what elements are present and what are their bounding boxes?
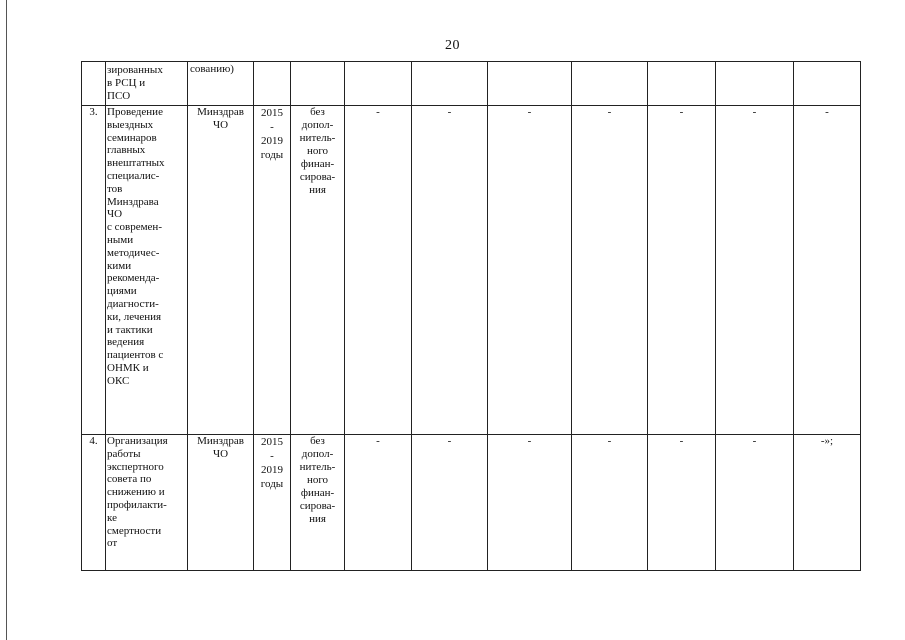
cell-num	[82, 62, 106, 106]
period-text: 2015 - 2019 годы	[260, 107, 284, 161]
page-number: 20	[445, 38, 460, 53]
value-cell: -	[412, 435, 488, 571]
table-row	[82, 435, 861, 571]
cell-value	[412, 62, 488, 106]
value-cell: -	[716, 435, 794, 571]
row-number: 4.	[82, 435, 106, 571]
value-cell: -	[572, 106, 648, 435]
value-cell: -	[794, 106, 861, 435]
executor-text: Минздрав ЧО	[197, 435, 244, 460]
value-cell: -»;	[794, 435, 861, 571]
period-text: 2015 - 2019 годы	[260, 436, 284, 490]
activity-name-text: Организация работы экспертного совета по снижению и профилакти- ке смертности от	[107, 435, 168, 550]
cell-value	[794, 62, 861, 106]
cell-value	[716, 62, 794, 106]
funding-text: без допол- нитель- ного финан- сирова- ния	[299, 106, 336, 196]
cell-value	[648, 62, 716, 106]
value-cell: -	[572, 435, 648, 571]
cell-value	[345, 62, 412, 106]
cell-period	[254, 62, 291, 106]
activity-name	[106, 106, 188, 435]
name-fragment: зированных в РСЦ и ПСО	[107, 64, 163, 102]
value-cell: -	[412, 106, 488, 435]
cell-name	[106, 62, 188, 106]
executor	[188, 435, 254, 571]
period	[254, 435, 291, 571]
value-cell: -	[716, 106, 794, 435]
row-number: 3.	[82, 106, 106, 435]
value-cell: -	[488, 435, 572, 571]
period	[254, 106, 291, 435]
executor-text: Минздрав ЧО	[197, 106, 244, 131]
value-cell: -	[345, 106, 412, 435]
table-row-continued	[82, 62, 861, 106]
table-row	[82, 106, 861, 435]
funding	[291, 435, 345, 571]
value-cell: -	[648, 435, 716, 571]
page-margin-rule	[6, 0, 7, 640]
activities-table	[81, 61, 861, 571]
executor-fragment: сованию)	[190, 63, 234, 75]
funding	[291, 106, 345, 435]
activity-name-text: Проведение выездных семинаров главных внештатных специалис- тов Минздрава ЧО с современ- ными методичес- кими рекоменда- циями диагности- ки, лечения и тактики ведения пациентов с ОНМК и ОКС	[107, 106, 165, 387]
value-cell: -	[648, 106, 716, 435]
cell-value	[572, 62, 648, 106]
cell-funding	[291, 62, 345, 106]
funding-text: без допол- нитель- ного финан- сирова- ния	[299, 435, 336, 525]
executor	[188, 106, 254, 435]
cell-executor	[188, 62, 254, 106]
value-cell: -	[488, 106, 572, 435]
cell-value	[488, 62, 572, 106]
value-cell: -	[345, 435, 412, 571]
activity-name	[106, 435, 188, 571]
